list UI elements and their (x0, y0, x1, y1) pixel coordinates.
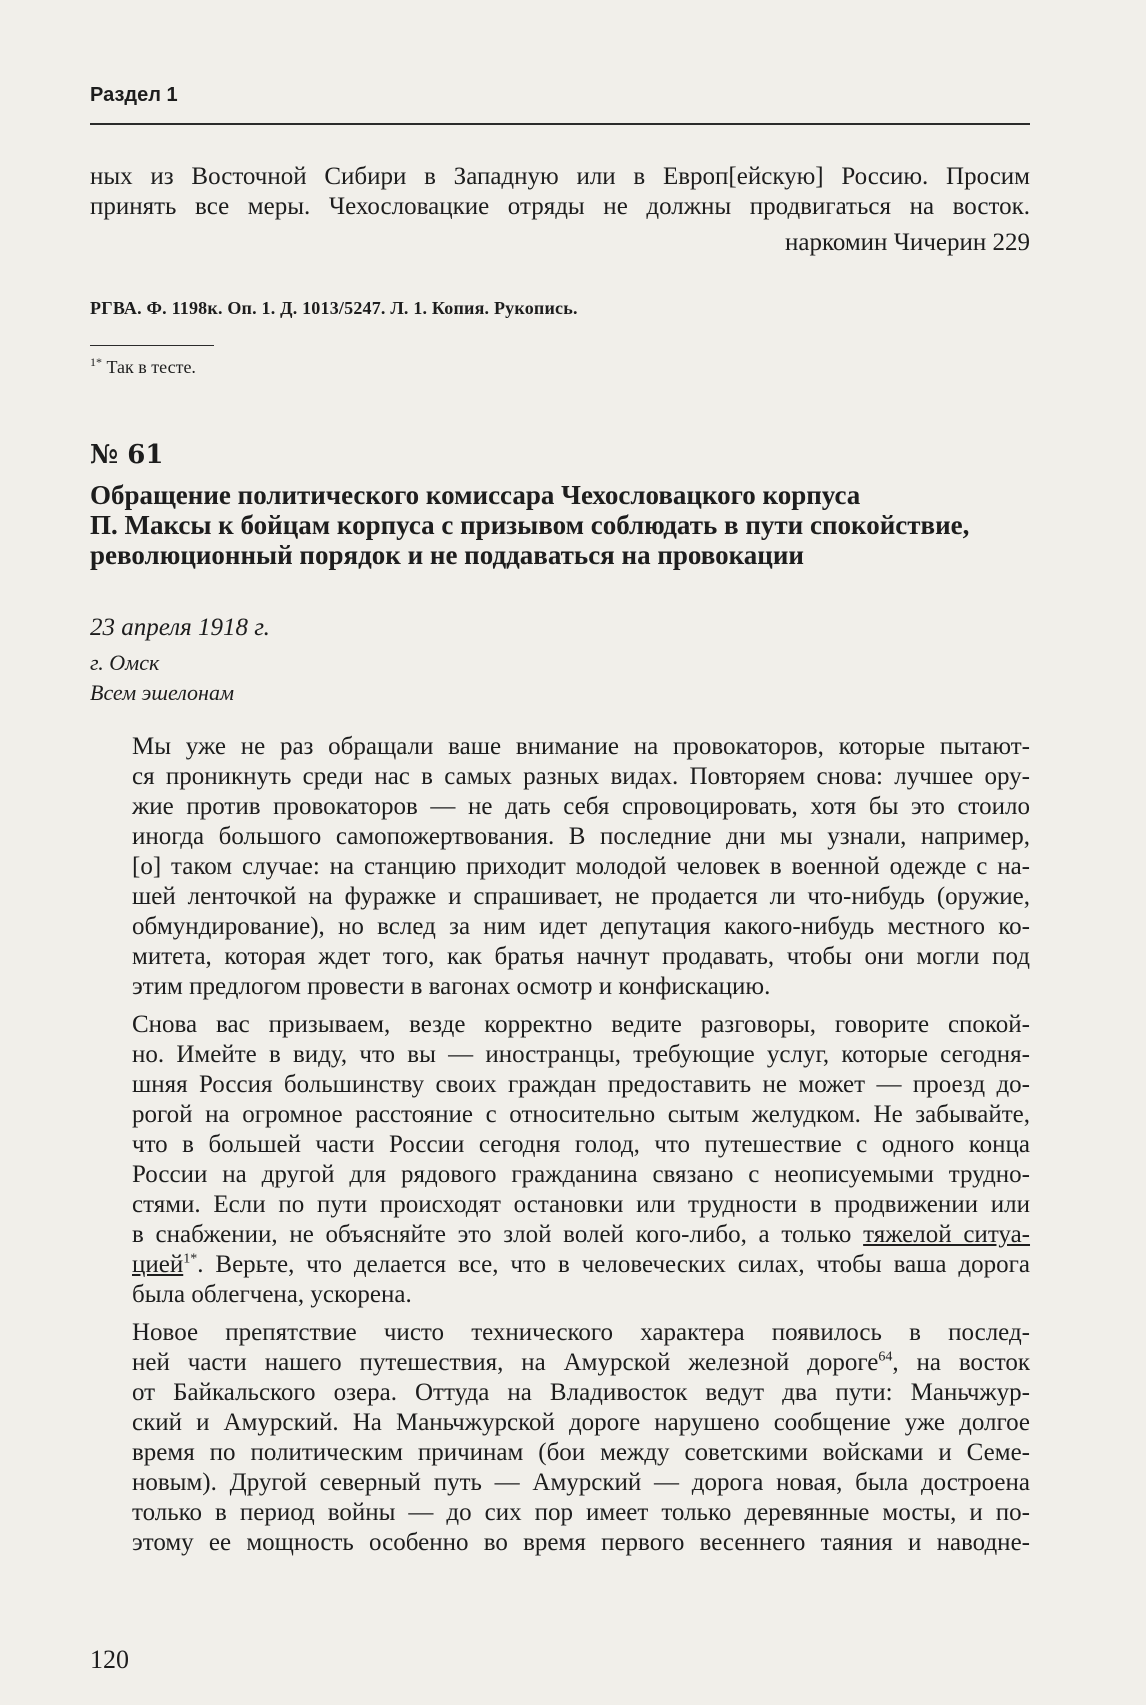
text-line: ский и Амурский. На Маньчжурской дороге нарушено сообщение уже долгое (132, 1409, 1030, 1436)
text-line: принять все меры. Чехословацкие отряды не должны продвигаться на восток. (90, 193, 1030, 220)
text-line: только в период войны — до сих пор имеет только деревянные мосты, и по- (132, 1499, 1030, 1526)
title-line: П. Максы к бойцам корпуса с призывом соблюдать в пути спокойствие, (90, 510, 970, 540)
signature: наркомин Чичерин 229 (784, 229, 1030, 256)
document-body (90, 732, 1030, 1558)
text-line: рогой на огромное расстояние с относительно сытым желудком. Не забывайте, (132, 1101, 1030, 1128)
text-line: но. Имейте в виду, что вы — иностранцы, требующие услуг, которые сегодня- (132, 1041, 1030, 1068)
text-line: была облегчена, ускорена. (132, 1281, 412, 1308)
book-page (90, 0, 1030, 1705)
text-line: стями. Если по пути происходят остановки или трудности в продвижении или (132, 1191, 1030, 1218)
text-line: ся проникнуть среди нас в самых разных видах. Повторяем снова: лучшее ору- (132, 763, 1030, 790)
text-line (90, 1220, 1030, 1250)
text-line (90, 1348, 1030, 1378)
footnote-marker: 1* (90, 355, 102, 369)
footnote-rule (90, 345, 214, 346)
page-number: 120 (90, 1645, 129, 1674)
running-header (90, 84, 1030, 114)
archive-reference: РГВА. Ф. 1198к. Оп. 1. Д. 1013/5247. Л. 1. Копия. Рукопись. (90, 298, 578, 318)
text-line: этим предлогом провести в вагонах осмотр и конфискацию. (132, 973, 771, 1000)
text-line: митета, которая ждет того, как братья начнут продавать, чтобы они могли под (132, 943, 1030, 970)
underlined-text: цией (132, 1251, 184, 1278)
title-line: Обращение политического комиссара Чехословацкого корпуса (90, 480, 861, 510)
text-line: время по политическим причинам (бои между советскими войсками и Семе- (132, 1439, 1030, 1466)
text-line: иногда большого самопожертвования. В последние дни мы узнали, например, (132, 823, 1030, 850)
footnote-text: Так в тесте. (106, 357, 196, 377)
continuation-paragraph (90, 162, 1030, 222)
title-line: революционный порядок и не поддаваться на провокации (90, 540, 804, 570)
document-title (90, 480, 1030, 570)
text-line: [о] таком случае: на станцию приходит молодой человек в военной одежде с на- (132, 853, 1030, 880)
text-line (90, 1250, 1030, 1280)
text-line: Снова вас призываем, везде корректно ведите разговоры, говорите спокой- (132, 1011, 1030, 1038)
text-line: жие против провокаторов — не дать себя спровоцировать, хотя бы это стоило (132, 793, 1030, 820)
document-addressee: Всем эшелонам (90, 680, 235, 705)
footnote (90, 355, 196, 378)
underlined-text: тяжелой ситуа- (863, 1221, 1031, 1248)
document-date: 23 апреля 1918 г. (90, 614, 270, 641)
document-place: г. Омск (90, 650, 160, 675)
body-paragraph-2 (90, 1010, 1030, 1310)
body-paragraph-3 (90, 1318, 1030, 1558)
text-line: новым). Другой северный путь — Амурский — дорога новая, была достроена (132, 1469, 1030, 1496)
text-line: ных из Восточной Сибири в Западную или в Европ[ейскую] Россию. Просим (90, 163, 1030, 190)
text-line: России на другой для рядового гражданина связано с неописуемыми трудно- (132, 1161, 1030, 1188)
text-segment: . Верьте, что делается все, что в человеческих силах, чтобы ваша дорога (197, 1251, 1030, 1278)
text-segment: , на восток (892, 1349, 1030, 1376)
note-reference: 64 (878, 1349, 893, 1365)
document-number: № 61 (90, 440, 164, 470)
text-line: этому ее мощность особенно во время первого весеннего таяния и наводне- (132, 1529, 1030, 1556)
text-line: обмундирование), но вслед за ним идет депутация какого-нибудь местного ко- (132, 913, 1030, 940)
section-label: Раздел 1 (90, 84, 178, 106)
text-segment: в снабжении, не объясняйте это злой волей кого-либо, а только (132, 1221, 864, 1248)
text-line: шей ленточкой на фуражке и спрашивает, не продается ли что-нибудь (оружие, (132, 883, 1030, 910)
text-line: Мы уже не раз обращали ваше внимание на провокаторов, которые пытают- (132, 733, 1030, 760)
text-line: Новое препятствие чисто технического характера появилось в послед- (132, 1319, 1030, 1346)
text-segment: ней части нашего путешествия, на Амурской железной дороге (132, 1349, 879, 1376)
footnote-reference: 1* (183, 1251, 198, 1267)
header-rule (90, 123, 1030, 125)
body-paragraph-1 (90, 732, 1030, 1002)
text-line: от Байкальского озера. Оттуда на Владивосток ведут два пути: Маньчжур- (132, 1379, 1030, 1406)
text-line: что в большей части России сегодня голод, что путешествие с одного конца (132, 1131, 1030, 1158)
text-line: шняя Россия большинству своих граждан предоставить не может — проезд до- (132, 1071, 1030, 1098)
